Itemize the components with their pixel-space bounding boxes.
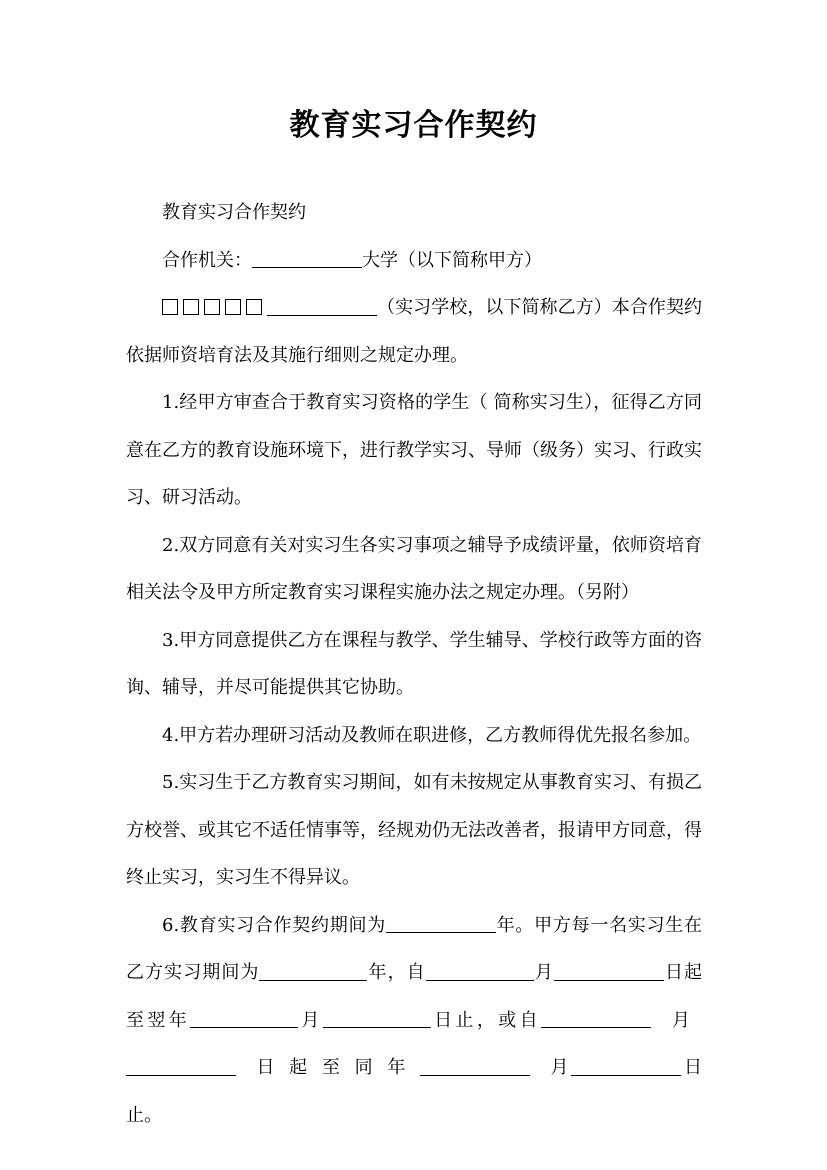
contract-years-blank[interactable]: [386, 913, 496, 933]
alt-end-month-blank[interactable]: [420, 1056, 530, 1076]
alt-end-day-blank[interactable]: [571, 1056, 681, 1076]
clause-6-text-g: 日止，或自: [430, 1009, 541, 1031]
start-day-blank[interactable]: [554, 961, 664, 981]
placeholder-box: [162, 299, 178, 315]
paragraph-heading: 教育实习合作契约: [162, 202, 306, 223]
clause-4: 4.甲方若办理研习活动及教师在职进修，乙方教师得优先报名参加。: [162, 724, 702, 746]
document-body: [126, 189, 702, 1139]
clause-6-text-e: 日起至翌年: [126, 962, 703, 1031]
placeholder-box: [246, 299, 262, 315]
alt-start-month-blank[interactable]: [541, 1008, 651, 1028]
placeholder-box: [183, 299, 199, 315]
start-month-blank[interactable]: [426, 961, 534, 981]
clause-6-text-a: 6.教育实习合作契约期间为: [162, 914, 386, 936]
clause-6-text-k: 日止。: [126, 1057, 703, 1126]
clause-6-text-j: 月: [550, 1057, 572, 1078]
clause-6-text-d: 月: [533, 962, 554, 983]
clause-6-text-i: 日起至同年: [256, 1057, 421, 1078]
school-name-blank[interactable]: [267, 296, 377, 316]
practice-years-blank[interactable]: [259, 961, 367, 981]
clause-6-text-c: 年，自: [367, 962, 426, 983]
clause-6-text-b: 年。甲方每一名实习生在乙方实习期间为: [126, 914, 702, 983]
agency-label: 合作机关：: [162, 249, 252, 271]
end-month-blank[interactable]: [190, 1008, 298, 1028]
paragraph-practice-school: [126, 284, 702, 379]
clause-6-text-f: 月: [298, 1009, 323, 1031]
clause-1: 1.经甲方审查合于教育实习资格的学生（ 简称实习生），征得乙方同意在乙方的教育设施环境下，进行教学实习、导师（级务）实习、行政实习、研习活动。: [126, 392, 702, 508]
alt-start-day-blank[interactable]: [126, 1056, 236, 1076]
clause-5: 5.实习生于乙方教育实习期间，如有未按规定从事教育实习、有损乙方校誉、或其它不适任情事等，经规劝仍无法改善者，报请甲方同意，得终止实习，实习生不得异议。: [126, 772, 702, 888]
clause-6: [126, 902, 702, 1140]
placeholder-box: [225, 299, 241, 315]
clause-3: 3.甲方同意提供乙方在课程与教学、学生辅导、学校行政等方面的咨询、辅导，并尽可能提供其它协助。: [126, 629, 702, 698]
university-name-blank[interactable]: [252, 248, 362, 268]
placeholder-box: [204, 299, 220, 315]
agency-suffix: 大学（以下简称甲方）: [362, 249, 542, 271]
clause-2: 2.双方同意有关对实习生各实习事项之辅导予成绩评量，依师资培育相关法令及甲方所定教育实习课程实施办法之规定办理。（另附）: [126, 534, 702, 603]
clause-6-text-h: 月: [672, 1009, 703, 1031]
paragraph-cooperation-agency: [126, 237, 702, 285]
end-day-blank[interactable]: [323, 1008, 431, 1028]
practice-school-text: （实习学校，以下简称乙方）本合作契约依据师资培育法及其施行细则之规定办理。: [126, 297, 702, 366]
document-title: 教育实习合作契约: [289, 108, 538, 143]
